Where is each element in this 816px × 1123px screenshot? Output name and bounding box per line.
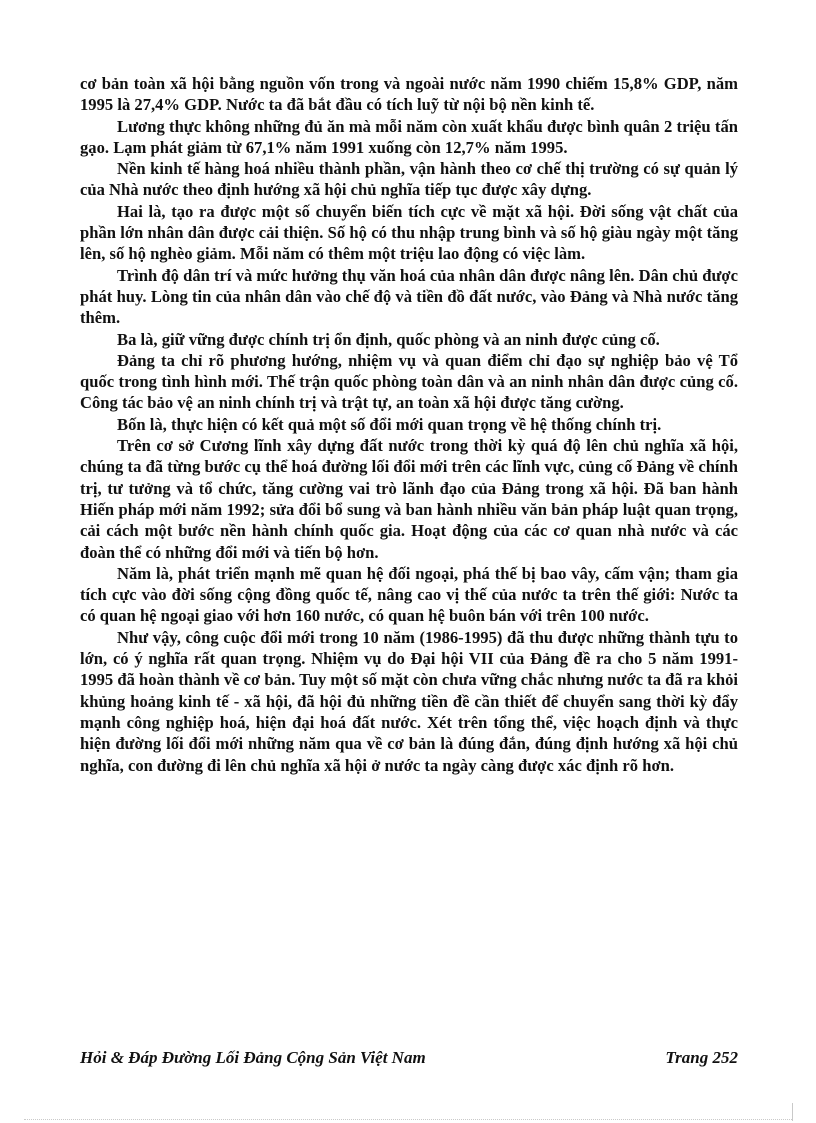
footer-title: Hỏi & Đáp Đường Lối Đảng Cộng Sản Việt Nam bbox=[80, 1048, 426, 1067]
paragraph-4: Hai là, tạo ra được một số chuyển biến tích cực về mặt xã hội. Đời sống vật chất của phần lớn nhân dân được cải thiện. Số hộ có thu nhập trung bình và số hộ giàu ngày một tăng lên, số hộ nghèo giảm. Mỗi năm có thêm một triệu lao động có việc làm. bbox=[80, 201, 738, 264]
paragraph-2: Lương thực không những đủ ăn mà mỗi năm còn xuất khẩu được bình quân 2 triệu tấn gạo. Lạm phát giảm từ 67,1% năm 1991 xuống còn 12,7% năm 1995. bbox=[80, 116, 738, 157]
page-bottom-divider bbox=[24, 1119, 792, 1120]
paragraph-9: Trên cơ sở Cương lĩnh xây dựng đất nước trong thời kỳ quá độ lên chủ nghĩa xã hội, chúng ta đã từng bước cụ thể hoá đường lối đổi mới trên các lĩnh vực, củng cố Đảng về chính trị, tư tưởng và tổ chức, tăng cường vai trò lãnh đạo của Đảng trong xã hội. Đã ban hành Hiến pháp mới năm 1992; sửa đổi bổ sung và ban hành nhiều văn bản pháp luật quan trọng, cải cách một bước nền hành chính quốc gia. Hoạt động của các cơ quan nhà nước và các đoàn thể có những đổi mới và tiến bộ hơn. bbox=[80, 436, 738, 562]
paragraph-7: Đảng ta chỉ rõ phương hướng, nhiệm vụ và quan điểm chỉ đạo sự nghiệp bảo vệ Tổ quốc trong tình hình mới. Thế trận quốc phòng toàn dân và an ninh nhân dân được củng cố. Công tác bảo vệ an ninh chính trị và trật tự, an toàn xã hội được tăng cường. bbox=[80, 350, 738, 413]
paragraph-3: Nền kinh tế hàng hoá nhiều thành phần, vận hành theo cơ chế thị trường có sự quản lý của Nhà nước theo định hướng xã hội chủ nghĩa tiếp tục được xây dựng. bbox=[80, 159, 738, 200]
paragraph-8: Bốn là, thực hiện có kết quả một số đổi mới quan trọng về hệ thống chính trị. bbox=[117, 414, 662, 434]
page-number: Trang 252 bbox=[665, 1048, 738, 1067]
paragraph-11: Như vậy, công cuộc đổi mới trong 10 năm (1986-1995) đã thu được những thành tựu to lớn, có ý nghĩa rất quan trọng. Nhiệm vụ do Đại hội VII của Đảng đề ra cho 5 năm 1991-1995 đã hoàn thành về cơ bản. Tuy một số mặt còn chưa vững chắc nhưng nước ta đã ra khỏi khủng hoảng kinh tế - xã hội, đã hội đủ những tiền đề cần thiết để chuyển sang thời kỳ đẩy mạnh công nghiệp hoá, hiện đại hoá đất nước. Xét trên tổng thể, việc hoạch định và thực hiện đường lối đổi mới những năm qua về cơ bản là đúng đắn, đúng định hướng xã hội chủ nghĩa, con đường đi lên chủ nghĩa xã hội ở nước ta ngày càng được xác định rõ hơn. bbox=[80, 627, 739, 775]
paragraph-10: Năm là, phát triển mạnh mẽ quan hệ đối ngoại, phá thế bị bao vây, cấm vận; tham gia tích cực vào đời sống cộng đồng quốc tế, nâng cao vị thế của nước ta trên thế giới: Nước ta có quan hệ ngoại giao với hơn 160 nước, có quan hệ buôn bán với trên 100 nước. bbox=[80, 563, 738, 626]
document-body bbox=[80, 73, 738, 776]
page-footer bbox=[80, 1048, 738, 1068]
paragraph-1: cơ bản toàn xã hội bằng nguồn vốn trong và ngoài nước năm 1990 chiếm 15,8% GDP, năm 1995 là 27,4% GDP. Nước ta đã bắt đầu có tích luỹ từ nội bộ nền kinh tế. bbox=[80, 74, 738, 115]
paragraph-6: Ba là, giữ vững được chính trị ổn định, quốc phòng và an ninh được củng cố. bbox=[117, 329, 660, 349]
paragraph-5: Trình độ dân trí và mức hưởng thụ văn hoá của nhân dân được nâng lên. Dân chủ được phát huy. Lòng tin của nhân dân vào chế độ và tiền đồ đất nước, vào Đảng và Nhà nước tăng thêm. bbox=[80, 265, 738, 328]
page-corner-mark bbox=[792, 1103, 793, 1121]
